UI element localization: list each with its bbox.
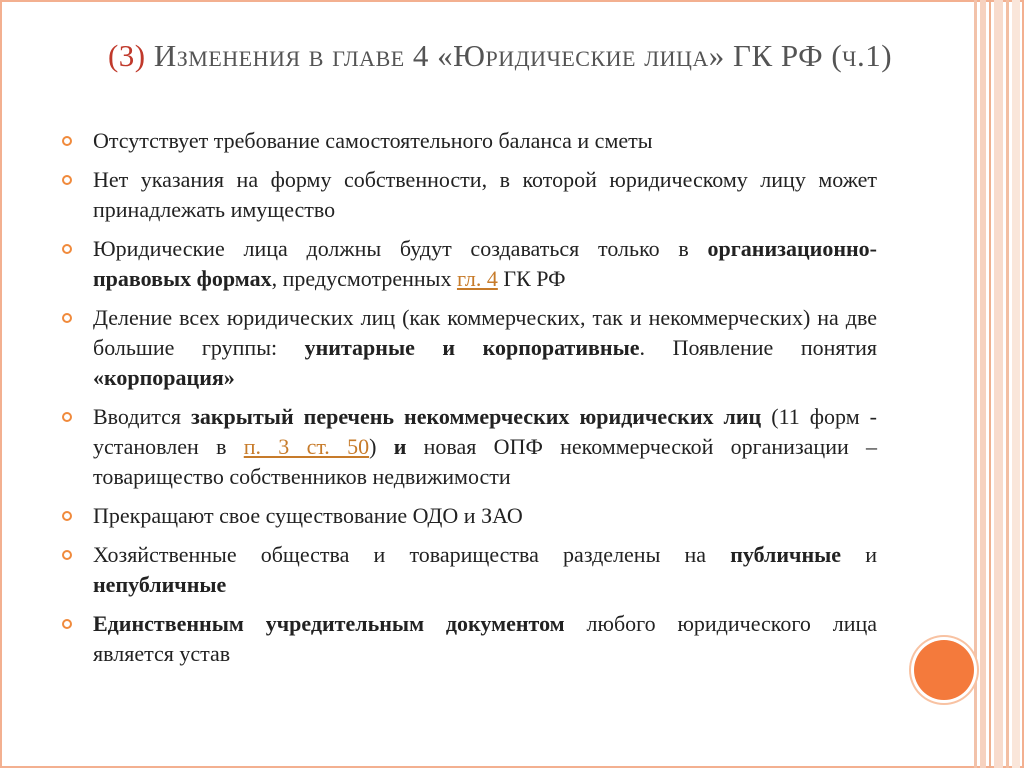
item-bold-text: закрытый перечень некоммерческих юридических лиц <box>191 404 762 429</box>
bullet-icon <box>62 511 72 521</box>
bullet-icon <box>62 244 72 254</box>
item-text: Нет указания на форму собственности, в которой юридическому лицу может принадлежать имущество <box>93 167 877 222</box>
item-text: Вводится <box>93 404 192 429</box>
bullet-list <box>62 126 877 678</box>
item-bold-text: и <box>393 434 407 459</box>
decor-circle-icon <box>914 640 974 700</box>
list-item <box>62 540 877 600</box>
list-item <box>62 165 877 225</box>
bullet-icon <box>62 412 72 422</box>
list-item <box>62 402 877 492</box>
list-item <box>62 501 877 531</box>
list-item <box>62 303 877 393</box>
item-text: новая ОПФ некоммерческой организации – товарищество собственников недвижимости <box>93 434 878 489</box>
item-text: и <box>841 542 877 567</box>
list-item <box>62 609 877 669</box>
item-bold-text: публичные <box>730 542 842 567</box>
right-decor-stripe <box>1006 0 1009 768</box>
bullet-icon <box>62 550 72 560</box>
title-text: Изменения в главе 4 «Юридические лица» ГК РФ (ч.1) <box>153 38 893 73</box>
item-text: Юридические лица должны будут создаваться только в <box>93 236 708 261</box>
right-decor-stripe <box>1012 0 1020 768</box>
item-bold-text: «корпорация» <box>93 365 235 390</box>
bullet-icon <box>62 175 72 185</box>
article-50-link[interactable]: п. 3 ст. 50 <box>243 434 370 459</box>
list-item <box>62 234 877 294</box>
item-text: (11 форм - установлен в <box>93 404 877 459</box>
right-decor-stripe <box>974 0 977 768</box>
right-decor-stripe <box>994 0 1003 768</box>
title-number: (3) <box>107 38 146 73</box>
item-bold-text: унитарные и корпоративные <box>304 335 640 360</box>
item-text: Хозяйственные общества и товарищества разделены на <box>93 542 731 567</box>
item-text: Прекращают свое существование ОДО и ЗАО <box>93 503 523 528</box>
item-text: , предусмотренных <box>271 266 457 291</box>
list-item <box>62 126 877 156</box>
bullet-icon <box>62 619 72 629</box>
item-bold-text: непубличные <box>93 572 227 597</box>
bullet-icon <box>62 313 72 323</box>
right-decor-stripe <box>989 0 991 768</box>
item-bold-text: организационно-правовых формах <box>93 236 877 291</box>
item-text: Отсутствует требование самостоятельного баланса и сметы <box>93 128 653 153</box>
item-text: ГК РФ <box>497 266 566 291</box>
item-text: любого юридического лица является устав <box>93 611 877 666</box>
right-decor-stripe <box>980 0 986 768</box>
slide-title <box>70 36 930 76</box>
item-text: Деление всех юридических лиц (как коммерческих, так и некоммерческих) на две большие группы: <box>93 305 877 360</box>
item-text: . Появление понятия <box>639 335 877 360</box>
item-text: ) <box>369 434 394 459</box>
chapter-4-link[interactable]: гл. 4 <box>456 266 498 291</box>
bullet-icon <box>62 136 72 146</box>
item-bold-text: Единственным учредительным документом <box>93 611 565 636</box>
